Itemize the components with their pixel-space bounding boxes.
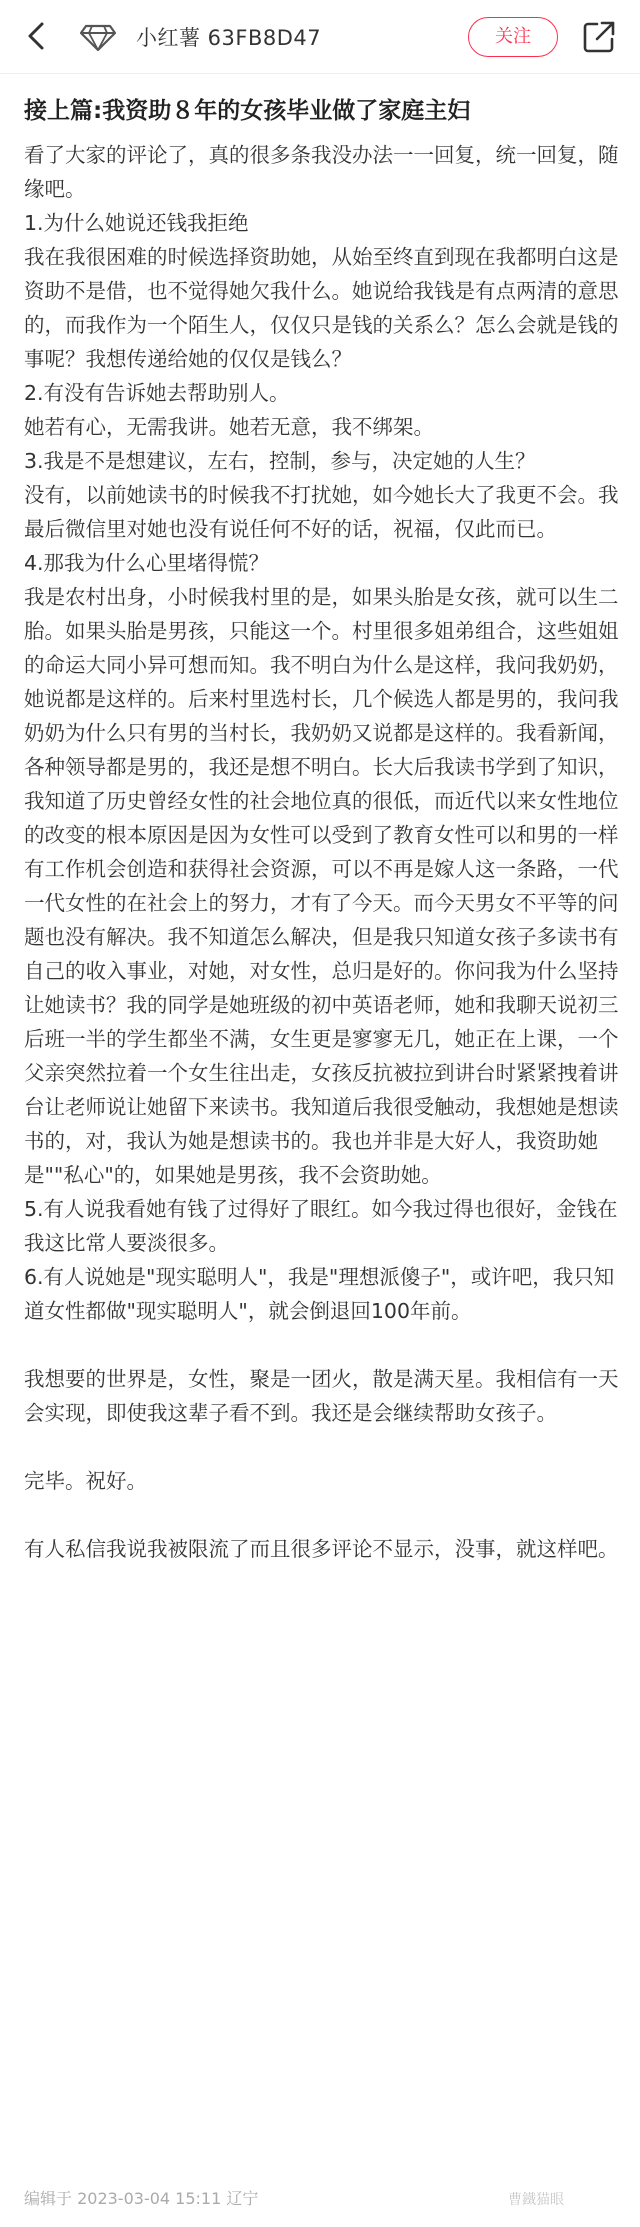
share-icon (580, 18, 618, 56)
paragraph: 完毕。祝好。 (24, 1469, 147, 1493)
section-heading: 2.有没有告诉她去帮助别人。 (24, 381, 290, 405)
paragraph: 没有，以前她读书的时候我不打扰她，如今她长大了我更不会。我最后微信里对她也没有说任何不好的话，祝福，仅此而已。 (24, 483, 619, 541)
post-title: 接上篇:我资助８年的女孩毕业做了家庭主妇 (24, 98, 471, 124)
section-heading: 1.为什么她说还钱我拒绝 (24, 211, 249, 235)
paragraph: 她若有心，无需我讲。她若无意，我不绑架。 (24, 415, 434, 439)
paragraph-gap (24, 1498, 624, 1532)
paragraph: 我想要的世界是，女性，聚是一团火，散是满天星。我相信有一天会实现，即使我这辈子看不到。我还是会继续帮助女孩子。 (24, 1367, 619, 1425)
share-button[interactable] (580, 18, 618, 56)
top-bar (0, 0, 640, 74)
paragraph: 我是农村出身，小时候我村里的是，如果头胎是女孩，就可以生二胎。如果头胎是男孩，只能这一个。村里很多姐弟组合，这些姐姐的命运大同小异可想而知。我不明白为什么是这样，我问我奶奶，她说都是这样的。后来村里选村长，几个候选人都是男的，我问我奶奶为什么只有男的当村长，我奶奶又说都是这样的。我看新闻，各种领导都是男的，我还是想不明白。长大后我读书学到了知识，我知道了历史曾经女性的社会地位真的很低，而近代以来女性地位的改变的根本原因是因为女性可以受到了教育女性可以和男的一样有工作机会创造和获得社会资源，可以不再是嫁人这一条路，一代一代女性的在社会上的努力，才有了今天。而今天男女不平等的问题也没有解决。我不知道怎么解决，但是我只知道女孩子多读书有自己的收入事业，对她，对女性，总归是好的。你问我为什么坚持让她读书？我的同学是她班级的初中英语老师，她和我聊天说初三后班一半的学生都坐不满，女生更是寥寥无几，她正在上课，一个父亲突然拉着一个女生往出走，女孩反抗被拉到讲台时紧紧拽着讲台让老师说让她留下来读书。我知道后我很受触动，我想她是想读书的，对，我认为她是想读书的。我也并非是大好人，我资助她是""私心"的，如果她是男孩，我不会资助她。 (24, 585, 619, 1187)
paragraph: 我在我很困难的时候选择资助她，从始至终直到现在我都明白这是资助不是借，也不觉得她欠我什么。她说给我钱是有点两清的意思的，而我作为一个陌生人，仅仅只是钱的关系么？怎么会就是钱的事呢？我想传递给她的仅仅是钱么？ (24, 245, 619, 371)
paragraph: 有人私信我说我被限流了而且很多评论不显示，没事，就这样吧。 (24, 1537, 619, 1561)
paragraph: 5.有人说我看她有钱了过得好了眼红。如今我过得也很好，金钱在我这比常人要淡很多。 (24, 1197, 618, 1255)
paragraph-gap (24, 1430, 624, 1464)
username[interactable]: 小红薯 63FB8D47 (136, 26, 322, 50)
back-button[interactable] (20, 18, 56, 54)
paragraph: 看了大家的评论了，真的很多条我没办法一一回复，统一回复，随缘吧。 (24, 143, 619, 201)
section-heading: 3.我是不是想建议，左右，控制，参与，决定她的人生？ (24, 449, 536, 473)
chevron-left-icon (20, 18, 56, 54)
section-heading: 4.那我为什么心里堵得慌？ (24, 551, 270, 575)
avatar[interactable] (78, 16, 118, 56)
follow-button[interactable]: 关注 (468, 17, 558, 57)
post-body (24, 138, 624, 1566)
diamond-icon (78, 16, 118, 56)
watermark: 曹鐵猫眼 (508, 2192, 564, 2208)
edit-info: 编辑于 2023-03-04 15:11 辽宁 (24, 2189, 259, 2208)
paragraph-gap (24, 1328, 624, 1362)
paragraph: 6.有人说她是"现实聪明人"，我是"理想派傻子"，或许吧，我只知道女性都做"现实聪明人"，就会倒退回100年前。 (24, 1265, 615, 1323)
